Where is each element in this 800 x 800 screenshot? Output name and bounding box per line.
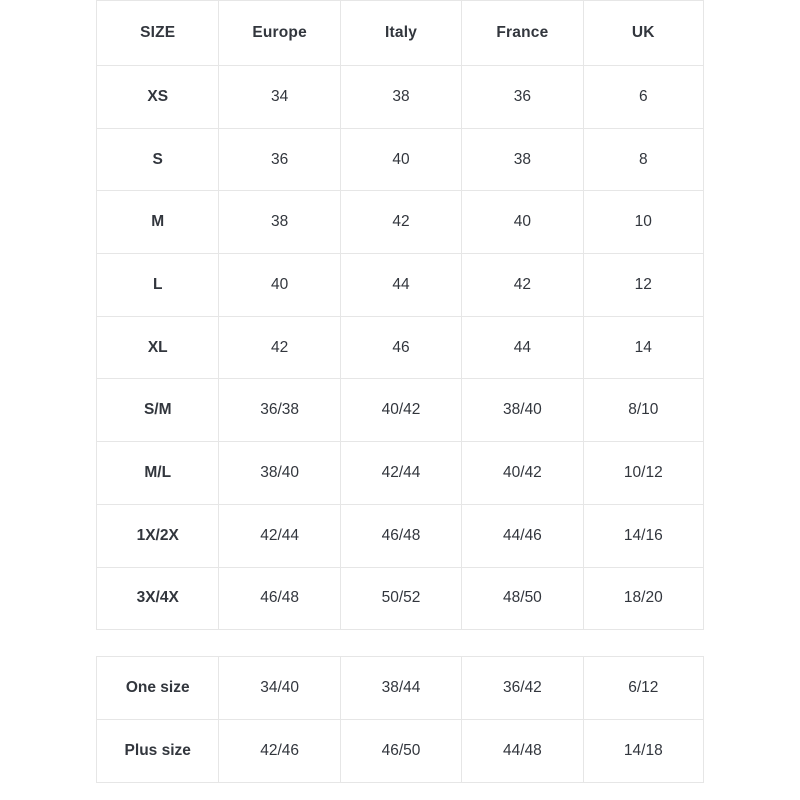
row-label: XL bbox=[97, 316, 219, 379]
cell-france: 40 bbox=[462, 191, 583, 254]
table-body bbox=[97, 657, 704, 783]
cell-uk: 6 bbox=[583, 66, 703, 129]
cell-italy: 50/52 bbox=[340, 567, 461, 630]
table-row bbox=[97, 191, 704, 254]
cell-france: 36 bbox=[462, 66, 583, 129]
table-row bbox=[97, 379, 704, 442]
cell-europe: 46/48 bbox=[219, 567, 340, 630]
row-label: Plus size bbox=[97, 720, 219, 783]
cell-france: 48/50 bbox=[462, 567, 583, 630]
cell-uk: 10 bbox=[583, 191, 703, 254]
cell-europe: 36 bbox=[219, 128, 340, 191]
cell-italy: 38 bbox=[340, 66, 461, 129]
column-header-europe: Europe bbox=[219, 1, 340, 66]
table-row bbox=[97, 254, 704, 317]
row-label: XS bbox=[97, 66, 219, 129]
cell-uk: 6/12 bbox=[583, 657, 703, 720]
table-row bbox=[97, 567, 704, 630]
table-header bbox=[97, 1, 704, 66]
cell-france: 44/46 bbox=[462, 504, 583, 567]
table-row bbox=[97, 504, 704, 567]
row-label: 1X/2X bbox=[97, 504, 219, 567]
cell-europe: 42/44 bbox=[219, 504, 340, 567]
cell-uk: 12 bbox=[583, 254, 703, 317]
cell-france: 36/42 bbox=[462, 657, 583, 720]
cell-uk: 8 bbox=[583, 128, 703, 191]
table-row bbox=[97, 128, 704, 191]
cell-italy: 46 bbox=[340, 316, 461, 379]
cell-italy: 44 bbox=[340, 254, 461, 317]
cell-europe: 42/46 bbox=[219, 720, 340, 783]
table-row bbox=[97, 66, 704, 129]
row-label: L bbox=[97, 254, 219, 317]
table-body bbox=[97, 66, 704, 630]
column-header-italy: Italy bbox=[340, 1, 461, 66]
cell-europe: 38 bbox=[219, 191, 340, 254]
cell-france: 38/40 bbox=[462, 379, 583, 442]
cell-uk: 14/18 bbox=[583, 720, 703, 783]
table-row bbox=[97, 316, 704, 379]
cell-uk: 10/12 bbox=[583, 442, 703, 505]
cell-france: 40/42 bbox=[462, 442, 583, 505]
row-label: M/L bbox=[97, 442, 219, 505]
cell-europe: 36/38 bbox=[219, 379, 340, 442]
column-header-size: SIZE bbox=[97, 1, 219, 66]
cell-france: 44/48 bbox=[462, 720, 583, 783]
cell-uk: 8/10 bbox=[583, 379, 703, 442]
cell-europe: 40 bbox=[219, 254, 340, 317]
column-header-uk: UK bbox=[583, 1, 703, 66]
column-header-france: France bbox=[462, 1, 583, 66]
cell-europe: 38/40 bbox=[219, 442, 340, 505]
cell-europe: 42 bbox=[219, 316, 340, 379]
cell-europe: 34/40 bbox=[219, 657, 340, 720]
cell-italy: 46/48 bbox=[340, 504, 461, 567]
cell-france: 38 bbox=[462, 128, 583, 191]
cell-france: 42 bbox=[462, 254, 583, 317]
cell-uk: 18/20 bbox=[583, 567, 703, 630]
cell-uk: 14/16 bbox=[583, 504, 703, 567]
table-row bbox=[97, 657, 704, 720]
row-label: S bbox=[97, 128, 219, 191]
onesize-table bbox=[96, 656, 704, 783]
cell-france: 44 bbox=[462, 316, 583, 379]
table-header-row bbox=[97, 1, 704, 66]
main-size-table bbox=[96, 0, 704, 630]
table-row bbox=[97, 442, 704, 505]
cell-europe: 34 bbox=[219, 66, 340, 129]
cell-uk: 14 bbox=[583, 316, 703, 379]
cell-italy: 42/44 bbox=[340, 442, 461, 505]
cell-italy: 40/42 bbox=[340, 379, 461, 442]
table-row bbox=[97, 720, 704, 783]
row-label: S/M bbox=[97, 379, 219, 442]
cell-italy: 42 bbox=[340, 191, 461, 254]
cell-italy: 46/50 bbox=[340, 720, 461, 783]
row-label: M bbox=[97, 191, 219, 254]
cell-italy: 38/44 bbox=[340, 657, 461, 720]
cell-italy: 40 bbox=[340, 128, 461, 191]
row-label: 3X/4X bbox=[97, 567, 219, 630]
row-label: One size bbox=[97, 657, 219, 720]
